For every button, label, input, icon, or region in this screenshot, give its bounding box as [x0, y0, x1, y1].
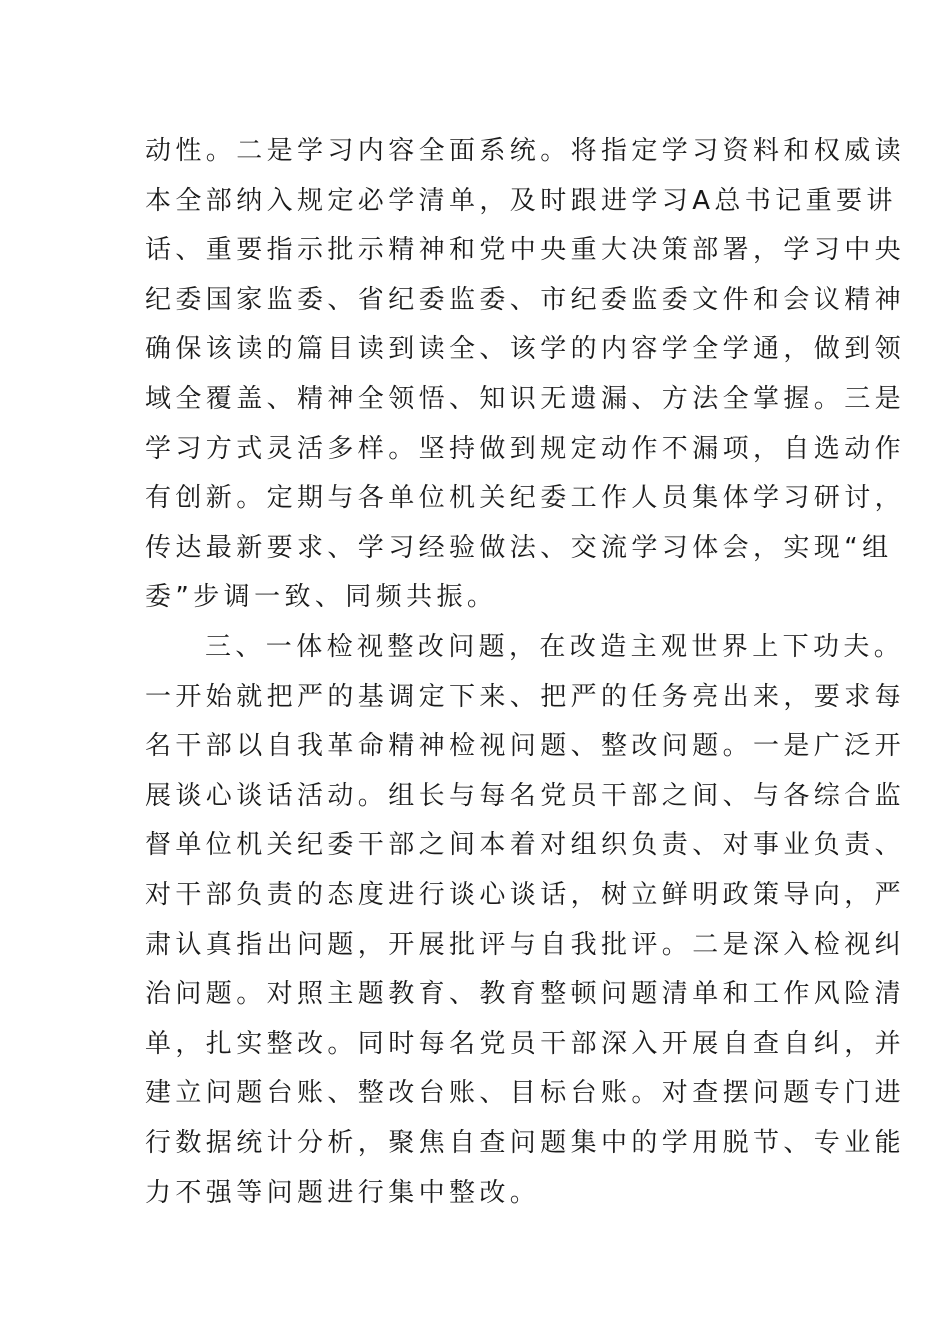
text-line: 展谈心谈话活动。组长与每名党员干部之间、与各综合监: [145, 780, 906, 811]
text-line: 行数据统计分析，聚焦自查问题集中的学用脱节、专业能: [145, 1128, 906, 1158]
text-line: 动性。二是学习内容全面系统。将指定学习资料和权威读: [145, 136, 906, 166]
text-line: 委”步调一致、同频共振。: [145, 582, 498, 613]
text-line: 纪委国家监委、省纪委监委、市纪委监委文件和会议精神: [145, 284, 906, 315]
text-line: 确保该读的篇目读到读全、该学的内容学全学通，做到领: [145, 334, 906, 365]
section-heading-line: 三、一体检视整改问题，在改造主观世界上下功夫。: [205, 632, 905, 662]
text-line: 话、重要指示批示精神和党中央重大决策部署，学习中央: [145, 235, 906, 266]
text-line: 域全覆盖、精神全领悟、知识无遗漏、方法全掌握。三是: [145, 384, 906, 414]
text-line: 建立问题台账、整改台账、目标台账。对查摆问题专门进: [145, 1078, 906, 1109]
text-line: 学习方式灵活多样。坚持做到规定动作不漏项，自选动作: [145, 433, 906, 464]
text-line: 肃认真指出问题，开展批评与自我批评。二是深入检视纠: [145, 929, 906, 960]
text-line: 单，扎实整改。同时每名党员干部深入开展自查自纠，并: [145, 1028, 906, 1059]
text-line: 传达最新要求、学习经验做法、交流学习体会，实现“组: [145, 532, 893, 563]
text-line: 力不强等问题进行集中整改。: [145, 1177, 541, 1208]
text-line: 本全部纳入规定必学清单，及时跟进学习A总书记重要讲: [145, 185, 897, 216]
text-line: 一开始就把严的基调定下来、把严的任务亮出来，要求每: [145, 681, 906, 712]
text-line: 对干部负责的态度进行谈心谈话，树立鲜明政策导向，严: [145, 880, 906, 910]
text-line: 治问题。对照主题教育、教育整顿问题清单和工作风险清: [145, 979, 906, 1010]
text-line: 有创新。定期与各单位机关纪委工作人员集体学习研讨，: [145, 483, 906, 514]
text-line: 名干部以自我革命精神检视问题、整改问题。一是广泛开: [145, 731, 906, 762]
text-line: 督单位机关纪委干部之间本着对组织负责、对事业负责、: [145, 830, 906, 861]
